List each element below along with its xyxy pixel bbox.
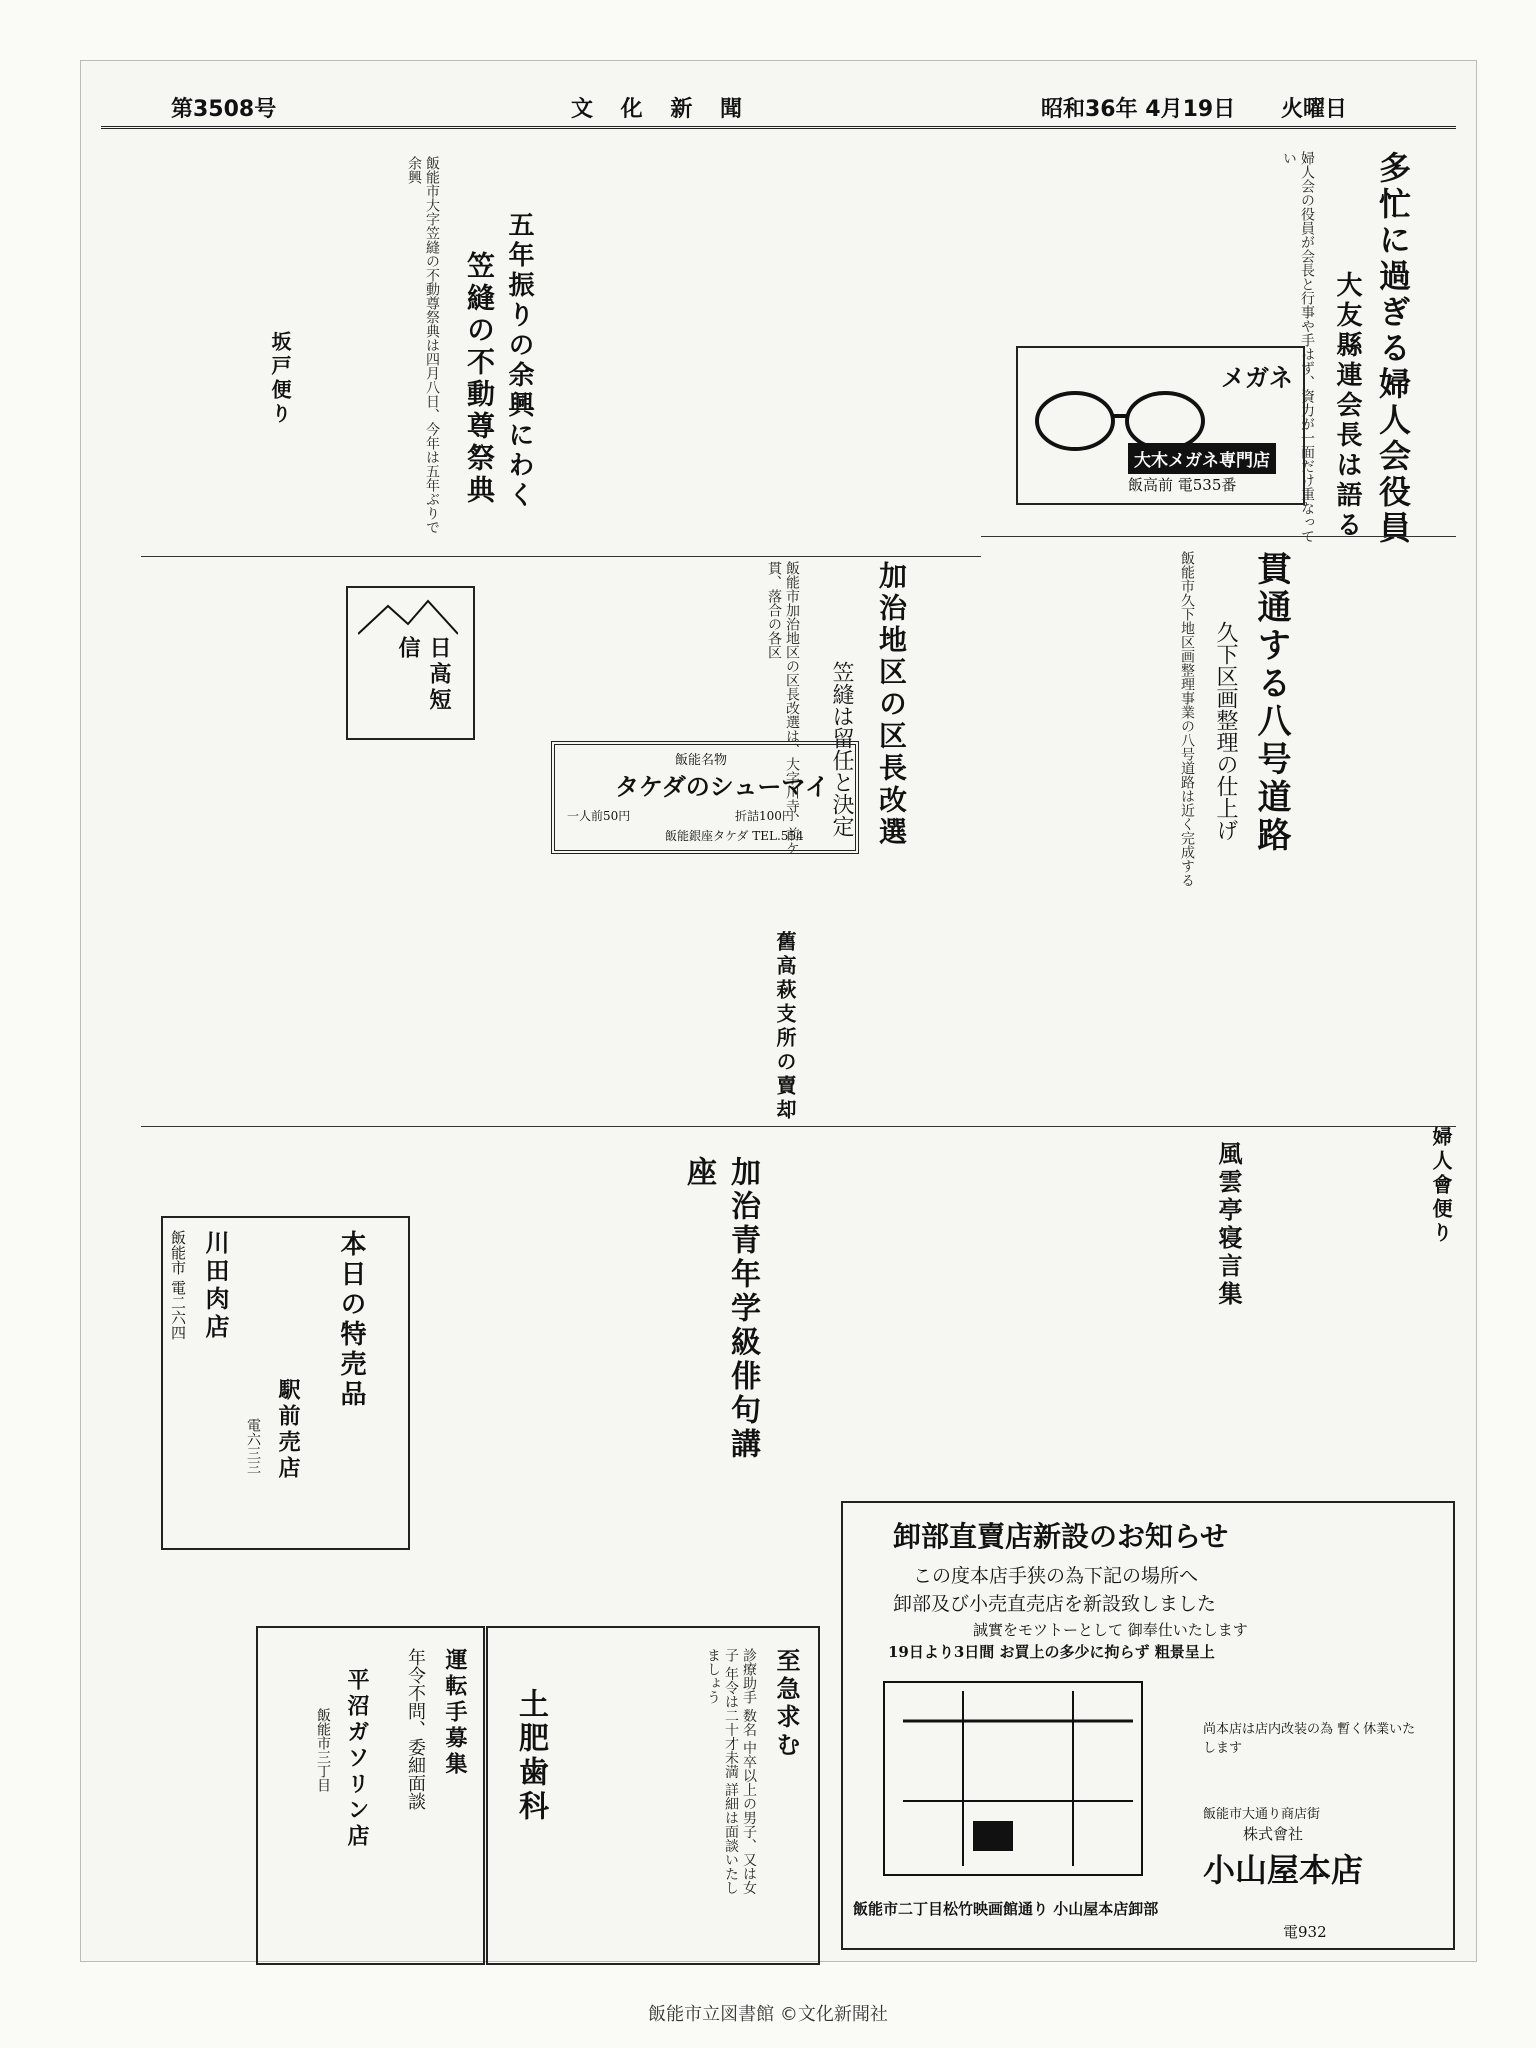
unten-detail: 年令不問、委細面談 — [405, 1648, 426, 1810]
megane-shop: 大木メガネ専門店 — [1128, 443, 1276, 474]
headline-haiku-koza: 加治青年学級俳句講座 — [681, 1156, 760, 1462]
divider — [141, 556, 981, 557]
map-diagram — [883, 1681, 1143, 1876]
ekimae-tel: 電六三三 — [245, 1418, 261, 1474]
ekimae-baiten: 駅前売店 — [275, 1378, 301, 1482]
headline-hidaka-tanshin: 日高短信 — [395, 636, 452, 714]
headline-hachigo-doro: 貫通する八号道路 — [1251, 551, 1291, 855]
headline-tokubai: 本日の特売品 — [336, 1230, 366, 1410]
shikyu-detail: 診療助手 数名 中卒以上の男子、又は女子 年令は二十才未満 詳細は面談いたしましょう — [705, 1648, 757, 1895]
headline-fuuntei: 風雲亭寝言集 — [1214, 1141, 1243, 1309]
masthead — [101, 86, 1456, 129]
koyama-area: 飯能市大通り商店街 — [1203, 1807, 1321, 1822]
divider — [981, 536, 1456, 537]
subhead-kaji-kucho: 笠縫は留任と決定 — [829, 661, 854, 837]
megane-tel: 飯高前 電535番 — [1128, 476, 1237, 494]
article-body-hachigo-doro: 飯能市久下地区画整理事業の八号道路は近く完成する — [1179, 551, 1195, 887]
oroshi-notice: 尚本店は店内改装の為 暫く休業いたします — [1203, 1722, 1416, 1756]
kawada-shop: 川田肉店 — [201, 1230, 230, 1342]
footer-credit: 飯能市立図書館 ©文化新聞社 — [648, 2004, 888, 2025]
shumai-price-2: 折詰100円 — [735, 809, 794, 823]
oroshi-line-3: 誠實をモツトーとして 御奉仕いたします — [973, 1621, 1248, 1639]
dohi-shika: 土肥歯科 — [513, 1688, 548, 1824]
article-body-fujinkai: 婦人会の役員が会長と行事や手はず、資力が一面だけ重なってい — [1281, 151, 1315, 543]
newspaper-page — [80, 60, 1477, 1962]
koyama-address: 飯能市二丁目松竹映画館通り 小山屋本店卸部 — [853, 1900, 1159, 1918]
ad-dohi-shika — [486, 1626, 820, 1965]
shumai-meibutsu: 飯能名物 — [675, 753, 728, 768]
hiranuma-gasoline: 平沼ガソリン店 — [344, 1668, 370, 1850]
oroshi-line-4: 19日より3日間 お買上の多少に拘らず 粗景呈上 — [888, 1643, 1215, 1661]
oroshi-line-2: 卸部及び小売直売店を新設致しました — [893, 1593, 1217, 1615]
headline-kaji-kucho: 加治地区の区長改選 — [875, 561, 908, 849]
issue-date: 昭和36年 4月19日 — [1041, 97, 1236, 122]
oroshi-line-1: この度本店手狭の為下記の場所へ — [913, 1565, 1199, 1587]
subhead-fudoson: 笠縫の不動尊祭典 — [463, 251, 496, 507]
paper-name: 文 化 新 聞 — [571, 97, 752, 122]
headline-sakado: 坂戸便り — [268, 331, 292, 427]
koyama-name: 小山屋本店 — [1203, 1851, 1364, 1889]
headline-yokyo: 五年振りの余興にわく — [504, 211, 534, 511]
subhead-fujinkai: 大友縣連会長は語る — [1332, 271, 1362, 541]
megane-label: メガネ — [1221, 363, 1293, 392]
headline-takahagi-shisho: 舊高萩支所の賣却 — [773, 931, 797, 1123]
hiranuma-address: 飯能市三丁目 — [315, 1708, 331, 1792]
article-body-kaji-kucho: 飯能市加治地区の区長改選は、大字川寺、前ケ貫、落合の各区 — [766, 561, 800, 855]
issue-number: 第3508号 — [171, 97, 277, 122]
koyama-tel: 電932 — [1283, 1923, 1327, 1941]
headline-fujinkai: 多忙に過ぎる婦人会役員 — [1374, 151, 1412, 547]
divider — [141, 1126, 1456, 1127]
shikyu-motomu: 至急求む — [772, 1648, 801, 1760]
oroshi-title: 卸部直賣店新設のお知らせ — [893, 1520, 1229, 1553]
shumai-price-1: 一人前50円 — [567, 809, 631, 823]
column-hidaka-tanshin — [346, 586, 475, 740]
ad-koyamaya — [841, 1501, 1455, 1950]
koyama-corp: 株式會社 — [1243, 1825, 1304, 1843]
ad-hiranuma — [256, 1626, 485, 1965]
headline-fujinkai-dayori: 婦人會便り — [1429, 1126, 1453, 1246]
issue-weekday: 火曜日 — [1281, 97, 1348, 122]
kawada-tel: 飯能市 電二六四 — [169, 1230, 187, 1340]
ad-kawada — [161, 1216, 410, 1550]
article-body-fudoson: 飯能市大字笠縫の不動尊祭典は四月八日、今年は五年ぶりで余興 — [406, 156, 440, 534]
ad-megane — [1016, 346, 1305, 505]
subhead-hachigo-doro: 久下区画整理の仕上げ — [1213, 621, 1238, 841]
unten-boshu: 運転手募集 — [442, 1648, 468, 1778]
ad-shumai — [551, 741, 859, 854]
shumai-name: タケダのシューマイ — [615, 772, 829, 801]
shumai-shop: 飯能銀座タケダ TEL.554 — [665, 829, 804, 843]
mountain-icon — [358, 596, 458, 636]
